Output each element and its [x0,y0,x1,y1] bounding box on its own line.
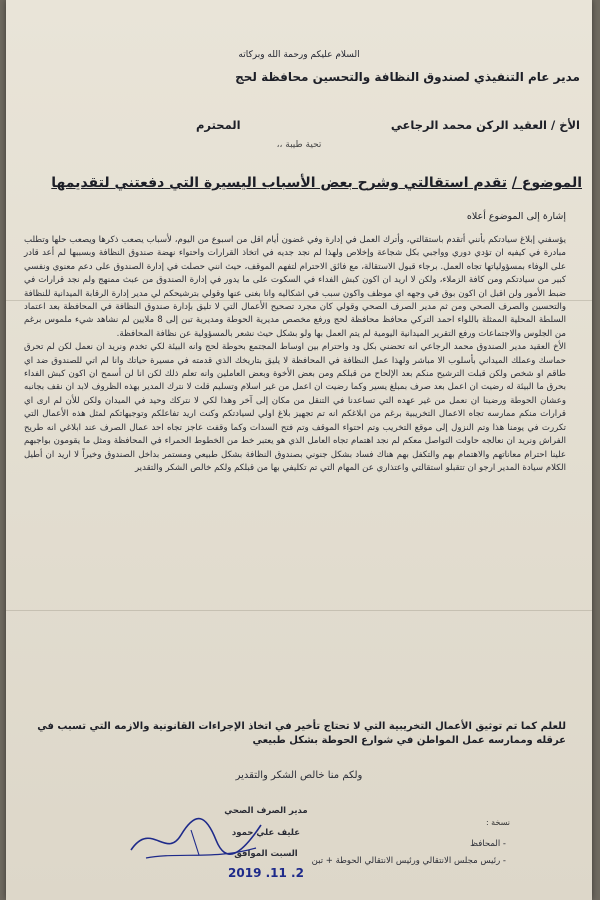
signer-title: مدير الصرف الصحي [224,806,308,816]
signature-day: السبت الموافق [234,849,298,859]
handwritten-signature [121,800,271,870]
paper-fold-line [6,610,592,611]
body-paragraph: يؤسفني إبلاغ سيادتكم بأنني أتقدم باستقالتي، وأترك العمل في إدارة وفي غضون أيام اقل من اسبوع من اليوم، لأسباب يصعب ذكرها ويصعب حلها وتطلب مبادرة في كيفيه ان تؤدي دوري وواجبي بكل شجاعة وإخلاص ولهذا لم نجد جديه في اتخاذ القرارات واحتواء نهضة صندوق النظافة وبسببها لم أعد قادر على الوفاء بمسؤولياتها تجاه العمل. برجاء قبول الاستقالة، مع فائق الاحترام لتفهم الموقف، حيث انني حصلت في إدارة الصندوق على دعم معنوي ونفسي كبير من سيادتكم ومن كافة الزملاء، ولكن لا اريد ان اكون كبش الفداء في السكوت على ما يدور في إدارة الصندوق من عبث ممنهج ولم نجد قرارات في ضبط الأمور ولن اقبل ان اكون بوق في وجهه اي موظف واكون سبب في اشكاليه وانا بغنى عنها وقولي بترشيحكم لي مدير إدارة الرقابة الميدانية للنظافة والتحسين والصرف الصحي ومن ثم مدير الصرف الصحي وقولي كان مجرد تصحيح الأعمال التي لا تليق بإدارة صندوق النظافة في المحافظة بعد اعتماد السلطة المحلية الممثلة باللواء احمد التركي محافظ محافظة لحج ورفع مخصص مديرية الحوطة ومديرية تبن إلى 8 ملايين لم نشاهد شيء ملموس برغم من الجلوس والاجتماعات ورفع التقرير الميدانية اليومية لم يتم العمل بها ولو بشكل حيث نشعر بالمسؤولية عن نظافة المحافظة. [24,235,566,339]
cc-item: - رئيس مجلس الانتقالي ورئيس الانتقالي الحوطة + تبن [312,853,506,870]
reference-line: إشارة إلى الموضوع أعلاه [466,211,566,222]
signature-date: 2019 .11 .2 [228,866,304,880]
greeting: السلام عليكم ورحمة الله وبركاته [238,50,360,60]
honorific: المحترم [196,118,241,132]
thanks-line: ولكم منا خالص الشكر والتقدير [235,770,363,781]
letter-page [6,0,592,900]
letter-body [24,234,566,475]
cc-list [312,836,506,870]
recipient-name: الأخ / العقيد الركن محمد الرجاعي [390,118,580,132]
closing-note: للعلم كما تم توثيق الأعمال التخريبية التي لا تحتاج تأخير في اتخاذ الإجراءات القانونية والازمه التي تسبب في عرقله وممارسه عمل المواطن في شوارع الحوطة بشكل طبيعي [37,721,566,746]
subject-line [16,175,582,191]
cc-label: نسخة : [485,818,510,827]
subject-text: تقدم استقالتي وشرح بعض الأسباب اليسيرة التي دفعتني لتقديمها [51,175,508,191]
recipient-line-1: مدير عام التنفيذي لصندوق النظافة والتحسين محافظة لحج [235,70,580,84]
cc-item: - المحافظ [312,836,506,853]
signer-name: عليف علي حمود [231,828,301,838]
body-paragraph: الأخ العقيد مدير الصندوق محمد الرجاعي انه تحضني بكل ود واحترام بين اوساط المجتمع بحوطة لحج وانه البيئة لكي تخدم ونريد ان نعمل لكن لم تحرق حماسك وعملك الميداني بأسلوب الا مباشر ولهذا عمل النظافة في المحافظة لا يليق بتاريخك الذي قدمته في مسيرة حياتك وانا لم اتي للصندوق ضد اي طاقم او شخص ولكن قبلت الترشيح منكم بعد الإلحاح من قبلكم ومن بعض الأخوة وبعض العاملين وانه تعلم ذلك لكن انا لن أسمح ان اكون كبش الفداء بحرق ما البيئة له رضيت ان اعمل بعد صرف بمبلغ يسير وكما رضيت ان اعمل من غير اسلام وتسليم قلت لا نترك المدير بهذه الظروف لابد ان نقف بجانبه وعشان الحوطة ورضينا ان نعمل من غير عهده التي تساعدنا في التنقل من مكان إلى آخر وهذا لكي لا نتركك وحيد في الميدان ولكن للأن لم ارى اي قرارات منكم ممارسه تجاه الاعمال التخريبية برغم من ابلاغكم انه تم تجهيز بلاغ اولي لسيادتكم وكنت اريد تفاعلكم وتوجيهاتكم لمثل هذه الأعمال التي تكررت في يومنا هذا وتم النزول إلى موقع التخريب وتم احتواء الموقف وتم فتح السدات وكما وقفت عاجز تجاه احد عمال الصرف عند ابلاغي انه طريح الفراش ونريد ان نعالجه حاولت التواصل معكم لم نجد اهتمام تجاه العامل الذي هو يعتبر خط من الخطوط الحمراء في المحافظة ومثل ما يقومون بواجبهم علينا احترام معاناتهم والاهتمام بهم والتكفل بهم هناك فساد بشكل جنوني بصندوق النظافة بشكل طبيعي ومستمر بداخل الصندوق وخيراً لا اريد ان أطيل الكلام سيادة المدير ارجو ان تتقبلو استقالتي واعتذاري عن المهام التي تم تكليفي بها من قبلكم ولكم خالص الشكر والتقدير [24,342,566,473]
subject-label: الموضوع / [511,175,582,191]
recipient-line-2 [26,118,580,132]
salutation: تحية طيبة ،، [276,140,322,150]
